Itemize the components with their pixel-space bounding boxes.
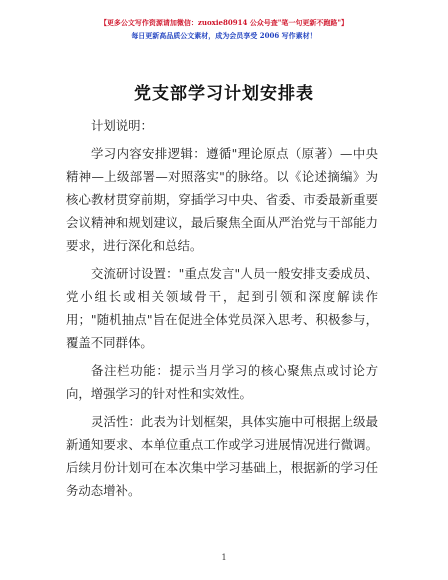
- paragraph-discussion-setup: 交流研讨设置："重点发言"人员一般安排支委成员、党小组长或相关领域骨干，起到引领和深度解读作用；"随机抽点"旨在促进全体党员深入思考、积极参与，覆盖不同群体。: [66, 266, 378, 350]
- paragraph-flexibility: 灵活性：此表为计划框架，具体实施中可根据上级最新通知要求、本单位重点工作或学习进展情况进行微调。后续月份计划可在本次集中学习基础上，根据新的学习任务动态增补。: [66, 414, 378, 498]
- header-banner-promo: 【更多公文写作资源请加微信：zuoxie80914 公众号查"笔一句更新不跑路"】: [99, 18, 349, 27]
- notes-label: 计划说明：: [91, 118, 153, 133]
- document-title: 党支部学习计划安排表: [134, 84, 314, 104]
- page-number: 1: [221, 553, 227, 562]
- header-banner-subtitle: 每日更新高品质公文素材，成为会员享受 2006 写作素材！: [131, 31, 317, 40]
- paragraph-content-logic: 学习内容安排逻辑：遵循"理论原点（原著）—中央精神—上级部署—对照落实"的脉络。以《论述摘编》为核心教材贯穿前期，穿插学习中央、省委、市委最新重要会议精神和规划建议，最后聚焦全面从严治党与干部能力要求，进行深化和总结。: [66, 146, 378, 253]
- document-body: [66, 114, 378, 507]
- paragraph-remarks-function: 备注栏功能：提示当月学习的核心聚焦点或讨论方向，增强学习的针对性和实效性。: [66, 363, 378, 401]
